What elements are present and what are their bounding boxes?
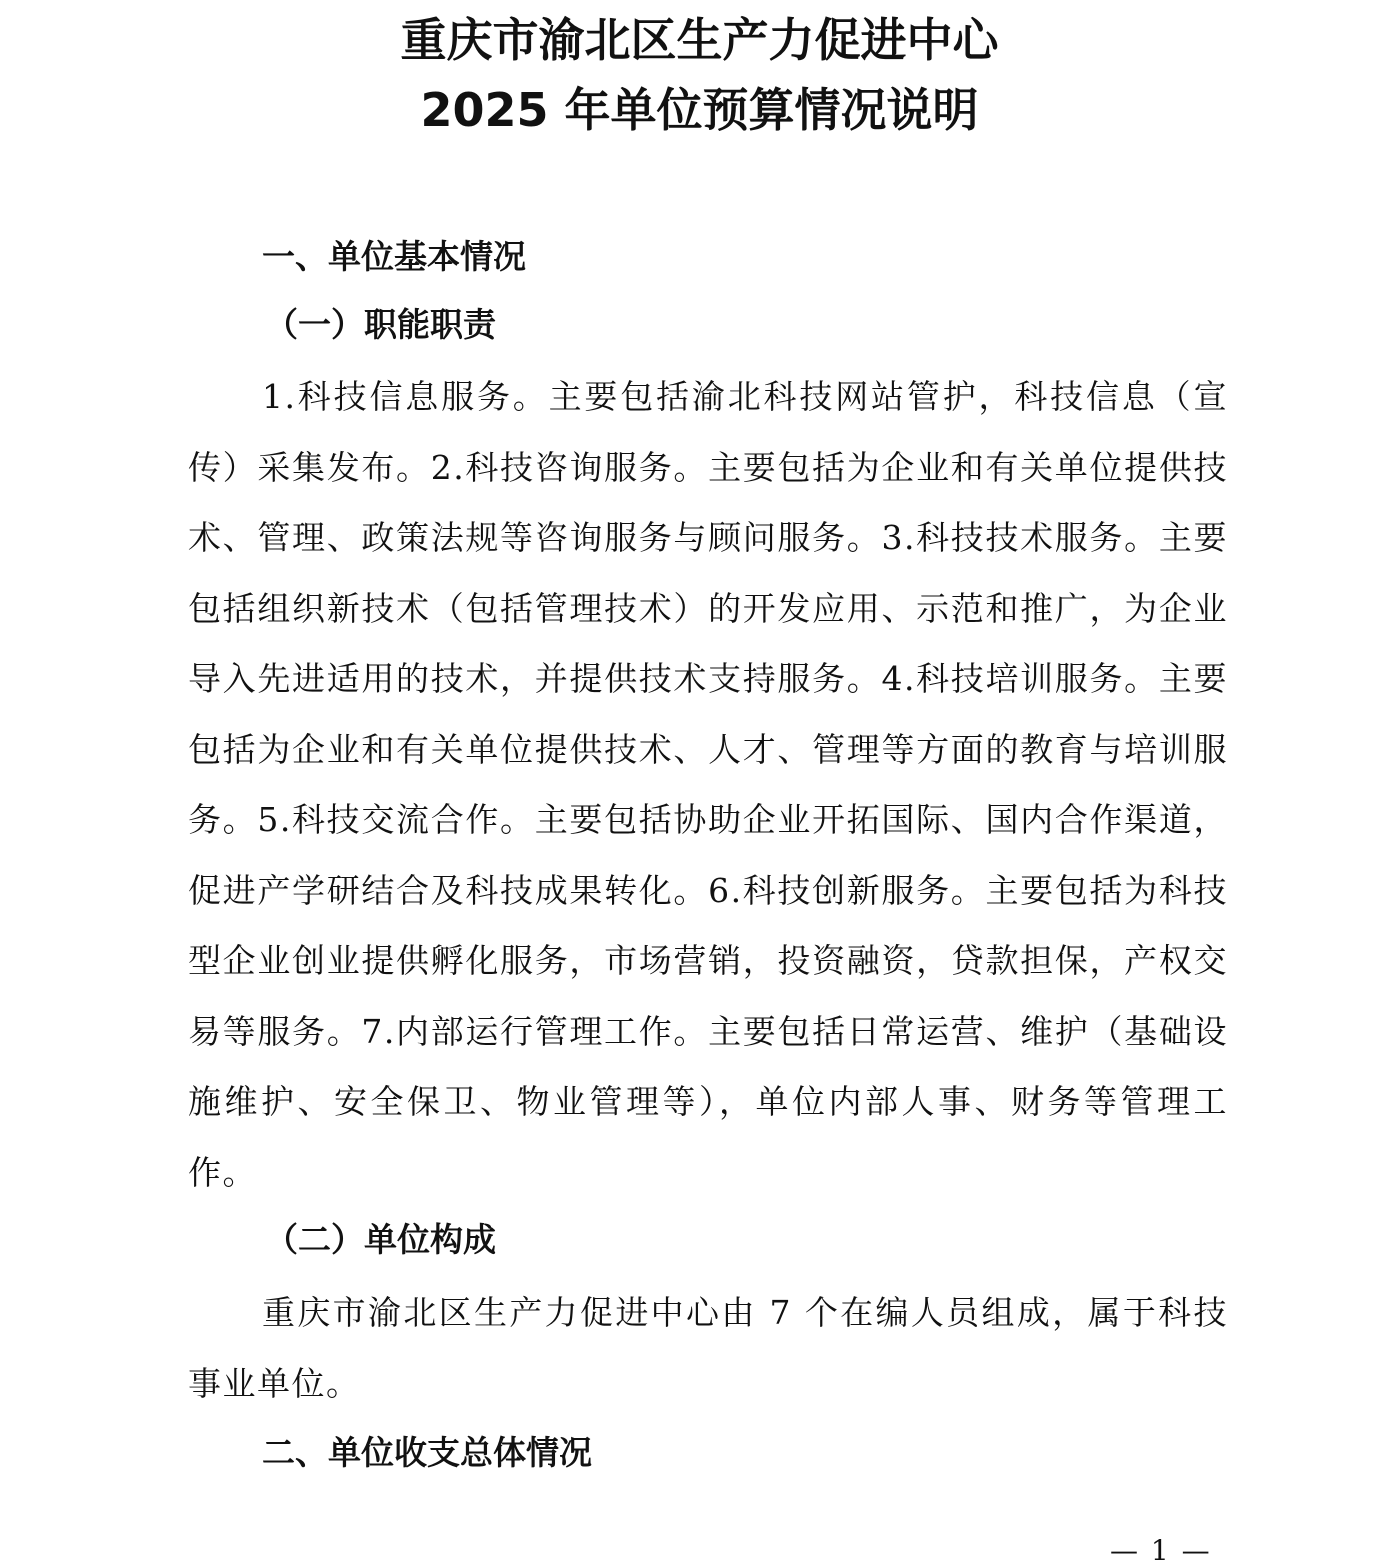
paragraph-composition: 重庆市渝北区生产力促进中心由 7 个在编人员组成，属于科技事业单位。 <box>188 1293 1228 1403</box>
section-heading-income-expenditure: 二、单位收支总体情况 <box>262 1433 592 1472</box>
page-number: — 1 — <box>1110 1534 1212 1567</box>
subsection-heading-duties: （一）职能职责 <box>265 305 496 344</box>
document-title-line-2: 2025 年单位预算情况说明 <box>420 83 979 137</box>
section-heading-basic-info: 一、单位基本情况 <box>262 237 526 276</box>
subsection-heading-composition: （二）单位构成 <box>265 1220 496 1259</box>
document-title-line-1: 重庆市渝北区生产力促进中心 <box>400 13 999 67</box>
paragraph-duties: 1.科技信息服务。主要包括渝北科技网站管护，科技信息（宣传）采集发布。2.科技咨询服务。主要包括为企业和有关单位提供技术、管理、政策法规等咨询服务与顾问服务。3.科技技术服务。主要包括组织新技术（包括管理技术）的开发应用、示范和推广，为企业导入先进适用的技术，并提供技术支持服务。4.科技培训服务。主要包括为企业和有关单位提供技术、人才、管理等方面的教育与培训服务。5.科技交流合作。主要包括协助企业开拓国际、国内合作渠道，促进产学研结合及科技成果转化。6.科技创新服务。主要包括为科技型企业创业提供孵化服务，市场营销，投资融资，贷款担保，产权交易等服务。7.内部运行管理工作。主要包括日常运营、维护（基础设施维护、安全保卫、物业管理等），单位内部人事、财务等管理工作。 <box>188 377 1228 1192</box>
